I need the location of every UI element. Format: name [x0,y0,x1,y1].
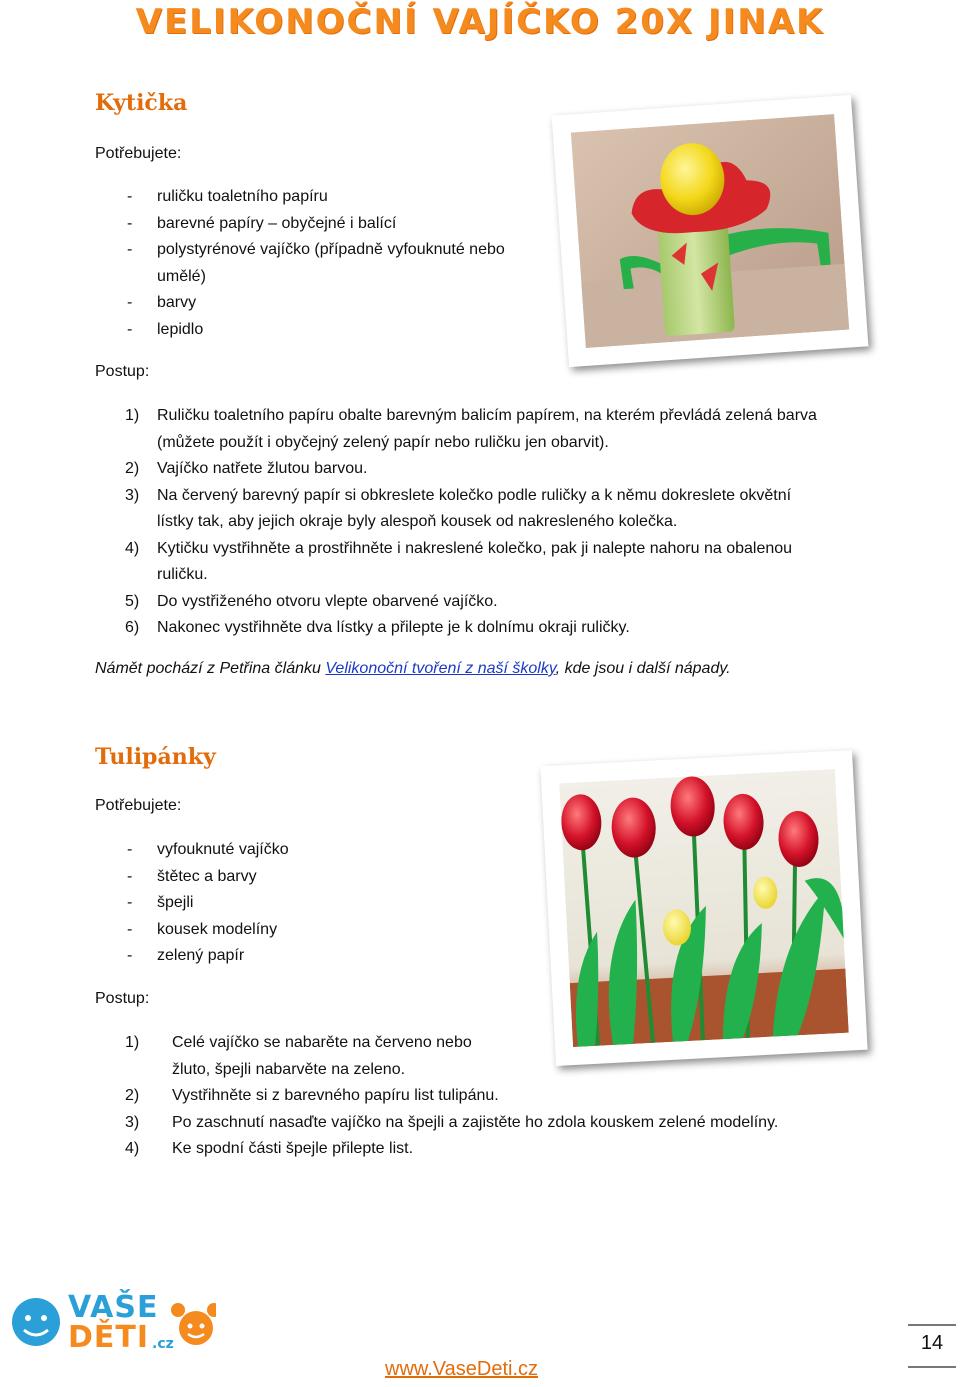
list-item: 4) Ke spodní části špejle přilepte list. [125,1140,414,1157]
list-item: - barvy [125,290,505,317]
list-item: 2) Vystřihněte si z barevného papíru list tulipánu. [125,1087,499,1104]
steps-label: Postup: [95,990,150,1007]
logo-text-vase: VAŠE [68,1290,159,1325]
list-item: 3) Po zaschnutí nasaďte vajíčko na špejli a zajistěte ho zdola kouskem zelené modelíny. [125,1113,779,1131]
needs-label: Potřebujete: [95,797,182,814]
list-item: - zelený papír [125,943,289,970]
list-item: 5) Do vystřiženého otvoru vlepte obarvené vajíčko. [125,592,498,610]
needs-list [125,184,505,343]
steps-list [125,403,817,642]
footer-url-link[interactable]: www.VaseDeti.cz [385,1358,539,1380]
list-item-continuation: umělé) [157,267,206,285]
logo-text-deti: DĚTI [68,1320,150,1355]
photo-tulipanky [540,750,867,1066]
photo-kyticka [552,95,869,367]
list-item: - štětec a barvy [125,864,289,891]
list-item: 2) Vajíčko natřete žlutou barvou. [125,460,368,477]
needs-label: Potřebujete: [95,145,182,162]
logo-text-cz: .cz [152,1336,174,1352]
section-title-kyticka: Kytička [95,90,188,116]
list-item: - barevné papíry – obyčejné i balící [125,211,505,238]
list-item: 3) Na červený barevný papír si obkreslete kolečko podle ruličky a k němu dokreslete okvětní lístky tak, aby jejich okraje byly alespoň kousek od nakresleného kolečka. [125,486,792,530]
divider [908,1366,956,1368]
list-item: - vyfouknuté vajíčko [125,837,289,864]
list-item: 4) Kytičku vystřihněte a prostřihněte i nakreslené kolečko, pak ji nalepte nahoru na obalenou ruličku. [125,539,793,583]
page-number: 14 [920,1332,944,1354]
list-item: - lepidlo [125,317,505,344]
list-item: - kousek modelíny [125,917,289,944]
list-item: 6) Nakonec vystřihněte dva lístky a přilepte je k dolnímu okraji ruličky. [125,619,630,636]
page-number-box [908,1322,956,1368]
flower-craft-image [571,114,849,348]
needs-list [125,837,289,970]
list-item: - ruličku toaletního papíru [125,184,505,211]
steps-label: Postup: [95,363,150,380]
divider [908,1324,956,1326]
list-item: 1) Ruličku toaletního papíru obalte barevným balicím papírem, na kterém převládá zelená barva (můžete použít i obyčejný zelený papír nebo ruličku jen obarvit). [125,407,817,451]
list-item: - polystyrénové vajíčko (případně vyfouknuté nebo [125,237,505,264]
page-title: VELIKONOČNÍ VAJÍČKO 20X JINAK [135,2,825,42]
list-item: - špejli [125,890,289,917]
site-logo [6,1288,216,1360]
source-note: Námět pochází z Petřina článku Velikonoční tvoření z naší školky, kde jsou i další nápady. [95,660,731,677]
list-item: 1) Celé vajíčko se nabarěte na červeno nebo žluto, špejli nabarvěte na zeleno. [125,1034,472,1078]
source-link[interactable]: Velikonoční tvoření z naší školky [325,660,556,677]
tulip-craft-image [559,769,848,1047]
section-title-tulipanky: Tulipánky [95,744,216,770]
